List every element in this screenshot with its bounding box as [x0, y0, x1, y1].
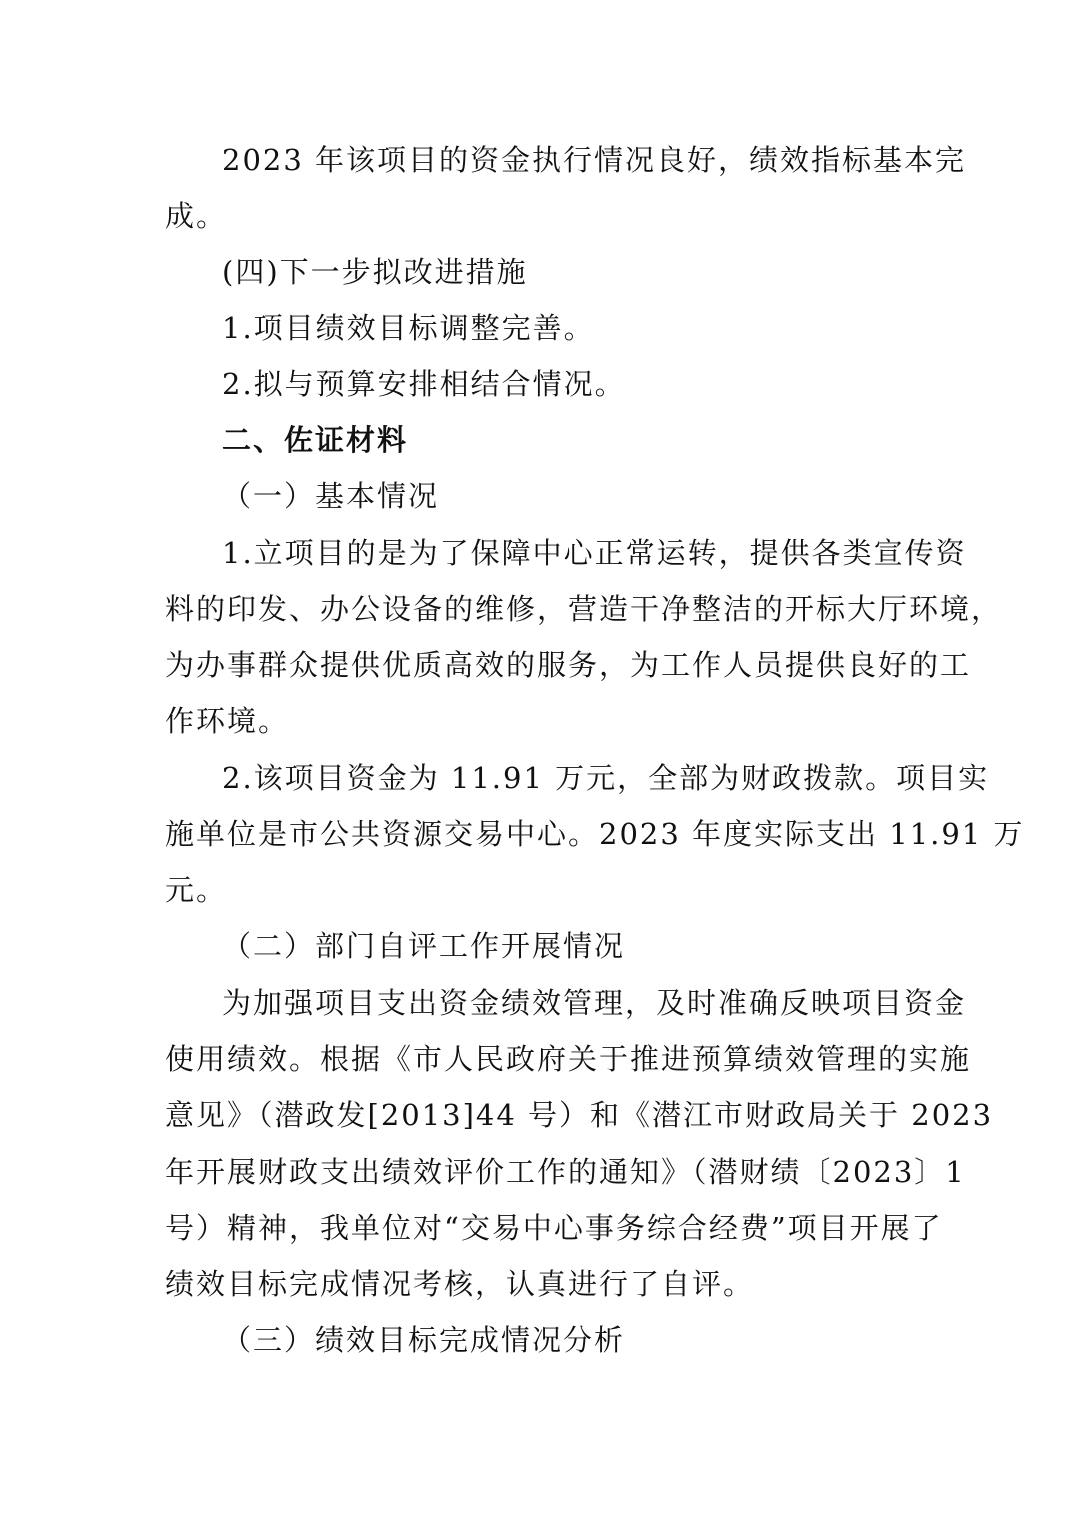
subsection-heading: （一）基本情况 — [222, 479, 440, 513]
paragraph-line: 1.立项目的是为了保障中心正常运转，提供各类宣传资 — [222, 536, 967, 570]
paragraph-line: 意见》（潜政发[2013]44 号）和《潜江市财政局关于 2023 — [165, 1098, 994, 1132]
paragraph-line: 料的印发、办公设备的维修，营造干净整洁的开标大厅环境， — [165, 592, 1003, 626]
list-item: 2.拟与预算安排相结合情况。 — [222, 367, 626, 401]
paragraph-line: 绩效目标完成情况考核，认真进行了自评。 — [165, 1267, 755, 1301]
paragraph-line: 元。 — [165, 873, 228, 907]
paragraph-line: 成。 — [165, 199, 228, 233]
section-heading: (四)下一步拟改进措施 — [222, 255, 528, 289]
paragraph-line: 号）精神，我单位对“交易中心事务综合经费”项目开展了 — [165, 1211, 943, 1245]
paragraph-line: 为加强项目支出资金绩效管理，及时准确反映项目资金 — [222, 986, 967, 1020]
list-item: 1.项目绩效目标调整完善。 — [222, 311, 595, 345]
paragraph-line: 2023 年该项目的资金执行情况良好，绩效指标基本完 — [222, 143, 967, 177]
paragraph-line: 使用绩效。根据《市人民政府关于推进预算绩效管理的实施 — [165, 1042, 972, 1076]
paragraph-line: 2.该项目资金为 11.91 万元，全部为财政拨款。项目实 — [222, 761, 990, 795]
subsection-heading: （三）绩效目标完成情况分析 — [222, 1323, 626, 1357]
section-title: 二、佐证材料 — [222, 423, 409, 457]
paragraph-line: 为办事群众提供优质高效的服务，为工作人员提供良好的工 — [165, 648, 972, 682]
paragraph-line: 作环境。 — [165, 704, 290, 738]
paragraph-line: 年开展财政支出绩效评价工作的通知》（潜财绩〔2023〕1 — [165, 1155, 966, 1189]
subsection-heading: （二）部门自评工作开展情况 — [222, 929, 626, 963]
paragraph-line: 施单位是市公共资源交易中心。2023 年度实际支出 11.91 万 — [165, 817, 1025, 851]
